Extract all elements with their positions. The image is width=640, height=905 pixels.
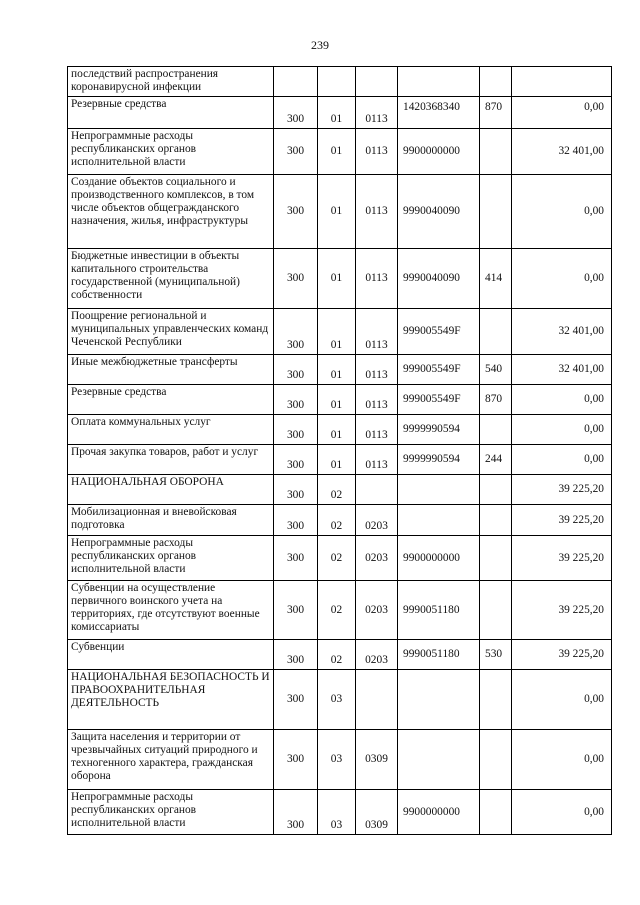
csr-cell: 9999990594 (398, 415, 480, 445)
rz-cell: 01 (318, 175, 356, 249)
row-name: НАЦИОНАЛЬНАЯ ОБОРОНА (68, 475, 274, 505)
sum-cell: 0,00 (512, 445, 612, 475)
vr-cell (480, 129, 512, 175)
ved-cell (274, 67, 318, 97)
pr-cell: 0113 (356, 97, 398, 129)
ved-cell: 300 (274, 309, 318, 355)
pr-cell: 0113 (356, 175, 398, 249)
csr-cell (398, 730, 480, 790)
vr-cell (480, 581, 512, 640)
table-row (68, 445, 612, 475)
sum-cell: 0,00 (512, 175, 612, 249)
rz-cell: 02 (318, 475, 356, 505)
row-name: Непрограммные расходы республиканских органов исполнительной власти (68, 129, 274, 175)
table-row (68, 670, 612, 730)
row-name: НАЦИОНАЛЬНАЯ БЕЗОПАСНОСТЬ И ПРАВООХРАНИТЕЛЬНАЯ ДЕЯТЕЛЬНОСТЬ (68, 670, 274, 730)
vr-cell (480, 730, 512, 790)
vr-cell: 870 (480, 385, 512, 415)
rz-cell: 02 (318, 536, 356, 581)
ved-cell: 300 (274, 730, 318, 790)
row-name: Бюджетные инвестиции в объекты капитального строительства государственной (муниципальной) собственности (68, 249, 274, 309)
csr-cell: 9999990594 (398, 445, 480, 475)
table-row (68, 67, 612, 97)
ved-cell: 300 (274, 355, 318, 385)
pr-cell: 0113 (356, 355, 398, 385)
csr-cell (398, 505, 480, 536)
vr-cell (480, 790, 512, 835)
csr-cell: 9990040090 (398, 249, 480, 309)
rz-cell: 01 (318, 129, 356, 175)
ved-cell: 300 (274, 175, 318, 249)
rz-cell: 02 (318, 640, 356, 670)
pr-cell: 0113 (356, 415, 398, 445)
sum-cell: 0,00 (512, 670, 612, 730)
pr-cell (356, 475, 398, 505)
table-row (68, 536, 612, 581)
vr-cell (480, 175, 512, 249)
vr-cell (480, 536, 512, 581)
rz-cell: 01 (318, 249, 356, 309)
ved-cell: 300 (274, 415, 318, 445)
csr-cell: 9900000000 (398, 536, 480, 581)
table-row (68, 475, 612, 505)
row-name: Мобилизационная и вневойсковая подготовка (68, 505, 274, 536)
row-name: Защита населения и территории от чрезвычайных ситуаций природного и техногенного характера, гражданская оборона (68, 730, 274, 790)
rz-cell: 02 (318, 505, 356, 536)
table-row (68, 355, 612, 385)
row-name: Непрограммные расходы республиканских органов исполнительной власти (68, 536, 274, 581)
csr-cell (398, 475, 480, 505)
ved-cell: 300 (274, 505, 318, 536)
table-row (68, 129, 612, 175)
vr-cell: 244 (480, 445, 512, 475)
ved-cell: 300 (274, 790, 318, 835)
csr-cell: 9990051180 (398, 640, 480, 670)
sum-cell: 32 401,00 (512, 309, 612, 355)
sum-cell: 0,00 (512, 249, 612, 309)
pr-cell: 0113 (356, 249, 398, 309)
pr-cell (356, 670, 398, 730)
budget-table (67, 66, 612, 835)
rz-cell: 01 (318, 445, 356, 475)
sum-cell: 0,00 (512, 415, 612, 445)
csr-cell: 999005549F (398, 309, 480, 355)
rz-cell: 01 (318, 415, 356, 445)
sum-cell: 39 225,20 (512, 505, 612, 536)
table-row (68, 309, 612, 355)
table-row (68, 175, 612, 249)
csr-cell: 1420368340 (398, 97, 480, 129)
pr-cell (356, 67, 398, 97)
sum-cell: 0,00 (512, 730, 612, 790)
table-row (68, 581, 612, 640)
csr-cell: 9990040090 (398, 175, 480, 249)
sum-cell: 39 225,20 (512, 640, 612, 670)
sum-cell: 39 225,20 (512, 536, 612, 581)
table-row (68, 505, 612, 536)
rz-cell: 02 (318, 581, 356, 640)
table-row (68, 640, 612, 670)
rz-cell: 03 (318, 790, 356, 835)
vr-cell (480, 475, 512, 505)
pr-cell: 0113 (356, 385, 398, 415)
row-name: Создание объектов социального и производственного комплексов, в том числе объектов общегражданского назначения, жилья, инфраструктуры (68, 175, 274, 249)
ved-cell: 300 (274, 249, 318, 309)
sum-cell: 0,00 (512, 97, 612, 129)
csr-cell: 999005549F (398, 385, 480, 415)
rz-cell: 01 (318, 309, 356, 355)
rz-cell: 03 (318, 670, 356, 730)
sum-cell: 0,00 (512, 790, 612, 835)
vr-cell: 540 (480, 355, 512, 385)
table-row (68, 249, 612, 309)
sum-cell: 39 225,20 (512, 581, 612, 640)
rz-cell: 01 (318, 355, 356, 385)
ved-cell: 300 (274, 385, 318, 415)
ved-cell: 300 (274, 475, 318, 505)
pr-cell: 0309 (356, 730, 398, 790)
ved-cell: 300 (274, 536, 318, 581)
sum-cell: 39 225,20 (512, 475, 612, 505)
pr-cell: 0113 (356, 129, 398, 175)
table-row (68, 730, 612, 790)
vr-cell (480, 670, 512, 730)
vr-cell (480, 505, 512, 536)
table-row (68, 415, 612, 445)
sum-cell: 32 401,00 (512, 129, 612, 175)
rz-cell: 03 (318, 730, 356, 790)
row-name: Резервные средства (68, 385, 274, 415)
row-name: Непрограммные расходы республиканских органов исполнительной власти (68, 790, 274, 835)
pr-cell: 0203 (356, 581, 398, 640)
table-row (68, 97, 612, 129)
sum-cell (512, 67, 612, 97)
row-name: Прочая закупка товаров, работ и услуг (68, 445, 274, 475)
pr-cell: 0203 (356, 640, 398, 670)
csr-cell: 9990051180 (398, 581, 480, 640)
row-name: Оплата коммунальных услуг (68, 415, 274, 445)
vr-cell (480, 309, 512, 355)
vr-cell: 414 (480, 249, 512, 309)
csr-cell: 999005549F (398, 355, 480, 385)
pr-cell: 0113 (356, 309, 398, 355)
pr-cell: 0203 (356, 536, 398, 581)
table-row (68, 385, 612, 415)
csr-cell (398, 67, 480, 97)
pr-cell: 0203 (356, 505, 398, 536)
csr-cell: 9900000000 (398, 790, 480, 835)
page-number: 239 (311, 38, 329, 52)
vr-cell (480, 415, 512, 445)
row-name: Поощрение региональной и муниципальных управленческих команд Чеченской Республики (68, 309, 274, 355)
pr-cell: 0113 (356, 445, 398, 475)
row-name: Резервные средства (68, 97, 274, 129)
rz-cell: 01 (318, 385, 356, 415)
row-name: последствий распространения коронавирусной инфекции (68, 67, 274, 97)
ved-cell: 300 (274, 445, 318, 475)
row-name: Иные межбюджетные трансферты (68, 355, 274, 385)
sum-cell: 32 401,00 (512, 355, 612, 385)
rz-cell: 01 (318, 97, 356, 129)
sum-cell: 0,00 (512, 385, 612, 415)
ved-cell: 300 (274, 670, 318, 730)
vr-cell: 870 (480, 97, 512, 129)
ved-cell: 300 (274, 581, 318, 640)
vr-cell (480, 67, 512, 97)
rz-cell (318, 67, 356, 97)
table-row (68, 790, 612, 835)
row-name: Субвенции (68, 640, 274, 670)
ved-cell: 300 (274, 97, 318, 129)
csr-cell (398, 670, 480, 730)
pr-cell: 0309 (356, 790, 398, 835)
ved-cell: 300 (274, 640, 318, 670)
csr-cell: 9900000000 (398, 129, 480, 175)
row-name: Субвенции на осуществление первичного воинского учета на территориях, где отсутствуют военные комиссариаты (68, 581, 274, 640)
vr-cell: 530 (480, 640, 512, 670)
ved-cell: 300 (274, 129, 318, 175)
